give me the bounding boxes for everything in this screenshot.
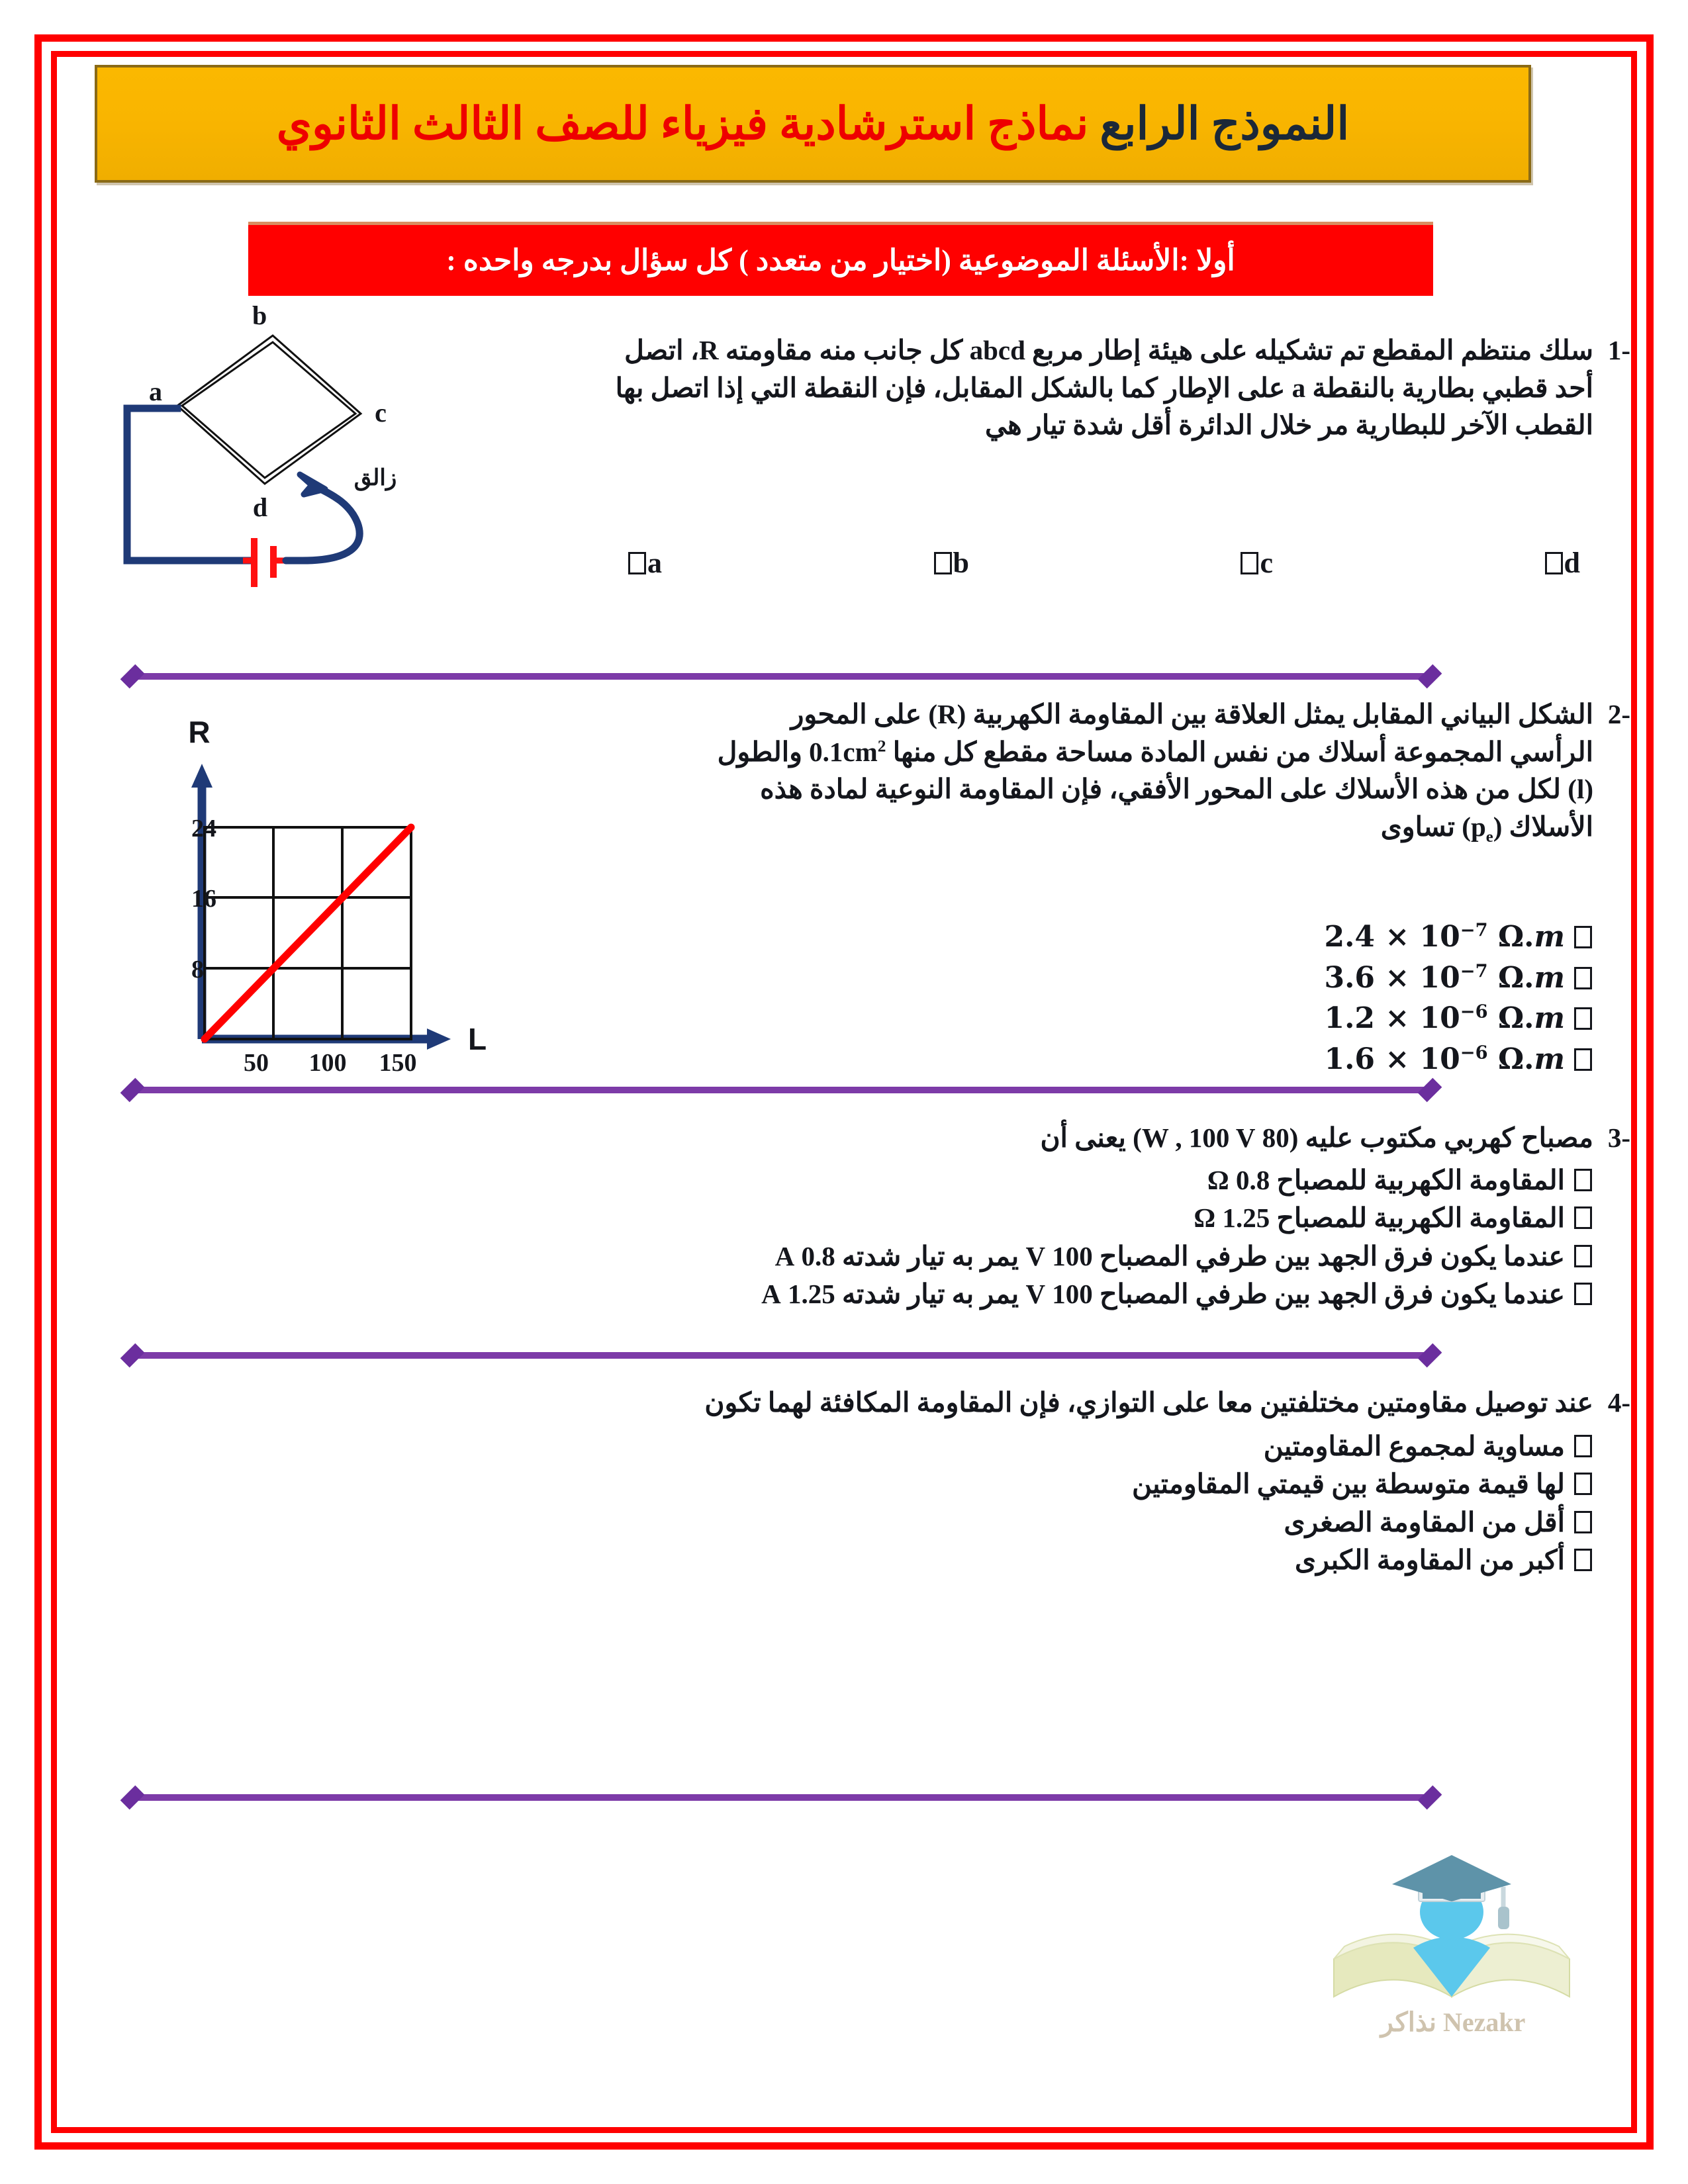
question-2-option-3-value: $1.2 \times 10^{-6}$ Ω.m: [1324, 1001, 1565, 1036]
question-2-line-2: الرأسي المجموعة أسلاك من نفس المادة مساحة مقطع كل منها $0.1cm^2$ والطول: [481, 733, 1593, 771]
question-2-option-1-checkbox[interactable]: [1574, 926, 1592, 948]
logo-caption: [1314, 2007, 1592, 2038]
question-3-option-2-label: المقاومة الكهربية للمصباح 1.25 Ω: [1194, 1203, 1565, 1234]
question-4-option-1-checkbox[interactable]: [1574, 1435, 1592, 1457]
title-prefix: النموذج الرابع: [1100, 98, 1350, 149]
question-1-line-3: القطب الآخر للبطارية مر خلال الدائرة أقل شدة تيار هي: [984, 410, 1593, 441]
resistivity-symbol: $p_e$: [1470, 811, 1493, 846]
question-4-option-3[interactable]: [428, 1504, 1593, 1541]
question-3-option-4-label: عندما يكون فرق الجهد بين طرفي المصباح 100 V يمر به تيار شدته 1.25 A: [761, 1279, 1565, 1310]
question-1-option-a-label: a: [647, 547, 662, 579]
question-3-text: [468, 1119, 1593, 1157]
area-value: $0.1cm^2$: [809, 736, 886, 767]
question-4-number: 4-: [1607, 1387, 1630, 1418]
question-2-option-2[interactable]: [799, 958, 1593, 999]
vertex-label-a: a: [149, 377, 162, 406]
question-3-option-1-label: المقاومة الكهربية للمصباح 0.8 Ω: [1207, 1165, 1565, 1195]
question-3-option-4-checkbox[interactable]: [1574, 1283, 1592, 1305]
question-2-graph-figure: [136, 695, 506, 1079]
title-main: نماذج استرشادية فيزياء للصف الثالث الثانوي: [276, 98, 1089, 149]
question-4-options: [428, 1428, 1593, 1580]
question-1-options: [619, 546, 1585, 580]
question-4-option-3-label: أقل من المقاومة الصغرى: [1284, 1506, 1565, 1537]
question-2-options: [799, 917, 1593, 1079]
question-1-option-a-checkbox[interactable]: [628, 552, 646, 574]
question-1: [63, 63, 1630, 579]
question-1-option-c[interactable]: [1231, 546, 1278, 580]
question-1-circuit-figure: [89, 300, 447, 659]
question-2-option-1-value: $2.4 \times 10^{-7}$ Ω.m: [1324, 919, 1565, 954]
question-4-option-4[interactable]: [428, 1541, 1593, 1579]
question-3-option-1[interactable]: [428, 1161, 1593, 1199]
question-3-option-2-checkbox[interactable]: [1574, 1206, 1592, 1229]
question-4-option-3-checkbox[interactable]: [1574, 1511, 1592, 1533]
question-3-option-2[interactable]: [428, 1199, 1593, 1237]
chart-ylabel: R: [188, 715, 211, 749]
square-frame-outer: [177, 336, 361, 484]
question-3-number: 3-: [1607, 1122, 1630, 1153]
section-header-text: أولا :الأسئلة الموضوعية (اختيار من متعدد ) كل سؤال بدرجه واحده :: [446, 244, 1235, 277]
divider-2: [132, 1087, 1430, 1093]
chart-xlabel: L: [467, 1022, 487, 1056]
resistance-length-chart: [136, 695, 506, 1079]
chart-ytick-8: 8: [191, 956, 204, 983]
vertex-label-d: d: [252, 492, 268, 522]
tassel-icon: [1498, 1907, 1509, 1929]
chart-xtick-150: 150: [379, 1049, 417, 1077]
question-1-line-2: أحد قطبي بطارية بالنقطة a على الإطار كما بالشكل المقابل، فإن النقطة التي إذا اتصل بها: [615, 372, 1593, 403]
question-2-option-1[interactable]: [799, 917, 1593, 958]
question-1-line-1: سلك منتظم المقطع تم تشكيله على هيئة إطار مربع abcd كل جانب منه مقاومته R، اتصل: [624, 335, 1593, 365]
question-1-option-b[interactable]: [925, 546, 974, 580]
logo-caption-en: Nezakr: [1442, 2007, 1526, 2037]
chart-xtick-100: 100: [308, 1049, 347, 1077]
question-4-option-2-label: لها قيمة متوسطة بين قيمتي المقاومتين: [1131, 1469, 1565, 1500]
question-3-line-1: مصباح كهربي مكتوب عليه (80 W , 100 V) يعنى أن: [1040, 1122, 1593, 1153]
question-1-text: [468, 332, 1593, 444]
question-3-option-1-checkbox[interactable]: [1574, 1169, 1592, 1191]
question-4-option-1[interactable]: [428, 1428, 1593, 1465]
question-4-option-4-label: أكبر من المقاومة الكبرى: [1295, 1545, 1565, 1576]
question-1-option-d[interactable]: [1536, 546, 1585, 580]
nezakr-logo-icon: [1314, 1823, 1592, 2022]
question-1-option-d-label: d: [1564, 547, 1580, 579]
question-1-option-d-checkbox[interactable]: [1545, 552, 1563, 574]
chart-ytick-24: 24: [191, 815, 216, 842]
question-2-line-3: (l) لكل من هذه الأسلاك على المحور الأفقي، فإن المقاومة النوعية لمادة هذه: [760, 774, 1593, 805]
question-3-option-3-label: عندما يكون فرق الجهد بين طرفي المصباح 100 V يمر به تيار شدته 0.8 A: [774, 1240, 1565, 1271]
question-2-option-3[interactable]: [799, 998, 1593, 1039]
question-4-line-1: عند توصيل مقاومتين مختلفتين معا على التوازي، فإن المقاومة المكافئة لهما تكون: [704, 1387, 1593, 1418]
question-4-option-2[interactable]: [428, 1465, 1593, 1503]
chart-y-axis-arrow: [191, 764, 212, 788]
divider-4: [132, 1794, 1430, 1801]
question-1-option-b-checkbox[interactable]: [934, 552, 952, 574]
question-3-option-3-checkbox[interactable]: [1574, 1245, 1592, 1267]
divider-3: [132, 1352, 1430, 1359]
question-2-text: [481, 696, 1593, 848]
question-4-option-1-label: مساوية لمجموع المقاومتين: [1263, 1431, 1565, 1461]
chart-data-line: [205, 827, 411, 1039]
chart-xtick-50: 50: [244, 1049, 269, 1077]
question-2-option-4-value: $1.6 \times 10^{-6}$ Ω.m: [1324, 1042, 1565, 1076]
question-2-option-4-checkbox[interactable]: [1574, 1048, 1592, 1071]
question-1-option-a[interactable]: [619, 546, 667, 580]
question-1-option-c-label: c: [1260, 547, 1274, 579]
question-4-text: [428, 1384, 1593, 1422]
question-2-line-1: الشكل البياني المقابل يمثل العلاقة بين المقاومة الكهربية (R) على المحور: [790, 699, 1593, 729]
question-4-option-2-checkbox[interactable]: [1574, 1473, 1592, 1495]
divider-1: [132, 673, 1430, 680]
question-2-option-3-checkbox[interactable]: [1574, 1007, 1592, 1030]
square-frame-inner: [182, 342, 355, 478]
question-2-number: 2-: [1607, 699, 1630, 729]
chart-ytick-16: 16: [191, 885, 216, 913]
vertex-label-c: c: [375, 398, 387, 428]
vertex-label-b-text: b: [252, 300, 267, 330]
mortarboard-icon: [1392, 1855, 1511, 1901]
logo-caption-ar: نذاكر: [1380, 2007, 1436, 2037]
question-1-option-b-label: b: [953, 547, 969, 579]
question-2-option-4[interactable]: [799, 1039, 1593, 1080]
page-content: [63, 63, 1630, 2121]
circuit-diagram-svg: [89, 328, 447, 659]
question-3-options: [428, 1161, 1593, 1314]
wire-left: [127, 408, 177, 561]
question-3-option-4[interactable]: [428, 1275, 1593, 1313]
question-2-line-4: الأسلاك $(p_e)$ تساوى: [481, 808, 1593, 848]
question-4-option-4-checkbox[interactable]: [1574, 1549, 1592, 1571]
footer-logo: [1314, 1823, 1592, 2042]
slider-label: زالق: [353, 466, 397, 490]
question-3-option-3[interactable]: [428, 1238, 1593, 1275]
question-2-option-2-checkbox[interactable]: [1574, 967, 1592, 989]
question-1-option-c-checkbox[interactable]: [1241, 552, 1258, 574]
wire-slider: [286, 485, 359, 561]
chart-x-axis-arrow: [427, 1028, 451, 1050]
slider-arrowhead: [300, 475, 325, 494]
question-1-number: 1-: [1607, 335, 1630, 365]
question-2-option-2-value: $3.6 \times 10^{-7}$ Ω.m: [1324, 960, 1565, 995]
